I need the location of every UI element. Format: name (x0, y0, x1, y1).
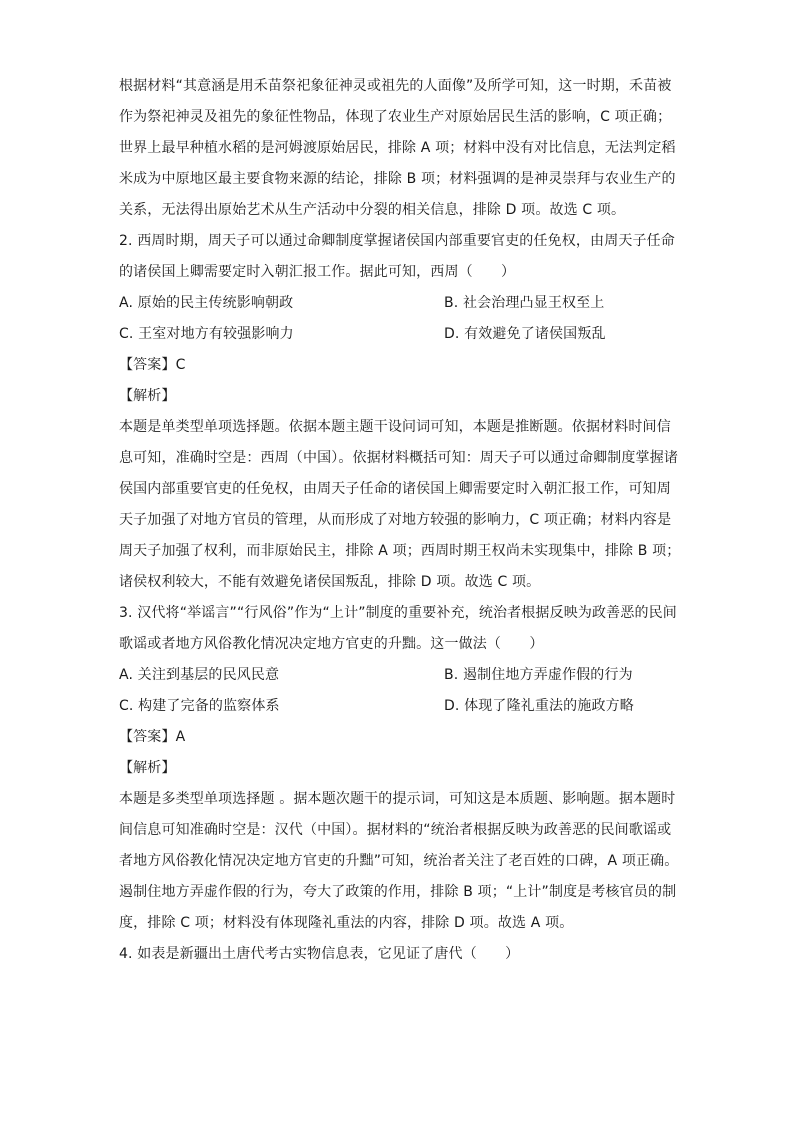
q2-analysis-label: 【解析】 (119, 388, 176, 404)
q3-option-a: A. 关注到基层的民风民意 (119, 667, 280, 683)
question-2-stem: 的诸侯国上卿需要定时入朝汇报工作。据此可知，西周（ ） (119, 264, 516, 280)
question-4-stem: 4. 如表是新疆出土唐代考古实物信息表，它见证了唐代（ ） (119, 946, 520, 962)
q2-option-c: C. 王室对地方有较强影响力 (119, 326, 294, 342)
q3-option-d: D. 体现了隆礼重法的施政方略 (444, 698, 634, 714)
q3-analysis-line: 本题是多类型单项选择题 。据本题次题干的提示词，可知这是本质题、影响题。据本题时 (119, 791, 676, 807)
q3-analysis-label: 【解析】 (119, 760, 176, 776)
analysis-line: 世界上最早种植水稻的是河姆渡原始居民，排除 A 项；材料中没有对比信息，无法判定稻 (119, 140, 676, 156)
analysis-line: 米成为中原地区最主要食物来源的结论，排除 B 项；材料强调的是神灵崇拜与农业生产的 (119, 171, 676, 187)
q2-analysis-line: 诸侯权利较大，不能有效避免诸侯国叛乱，排除 D 项。故选 C 项。 (119, 574, 541, 590)
question-2-stem: 2. 西周时期，周天子可以通过命卿制度掌握诸侯国内部重要官吏的任免权，由周天子任命 (119, 233, 675, 249)
question-3-stem: 歌谣或者地方风俗教化情况决定地方官吏的升黜。这一做法（ ） (119, 636, 544, 652)
q3-analysis-line: 度，排除 C 项；材料没有体现隆礼重法的内容，排除 D 项。故选 A 项。 (119, 915, 574, 931)
q2-answer: 【答案】C (119, 357, 186, 373)
q3-analysis-line: 遏制住地方弄虚作假的行为，夸大了政策的作用，排除 B 项；“上计”制度是考核官员的制 (119, 884, 677, 900)
analysis-line: 关系，无法得出原始艺术从生产活动中分裂的相关信息，排除 D 项。故选 C 项。 (119, 202, 626, 218)
q3-analysis-line: 间信息可知准确时空是：汉代（中国）。据材料的“统治者根据反映为政善恶的民间歌谣或 (119, 822, 672, 838)
q2-analysis-line: 息可知，准确时空是：西周（中国）。依据材料概括可知：周天子可以通过命卿制度掌握诸 (119, 450, 678, 466)
q2-analysis-line: 天子加强了对地方官员的管理，从而形成了对地方较强的影响力，C 项正确；材料内容是 (119, 512, 672, 528)
question-3-stem: 3. 汉代将“举谣言”“行风俗”作为“上计”制度的重要补充，统治者根据反映为政善恶的民间 (119, 605, 677, 621)
q2-option-b: B. 社会治理凸显王权至上 (444, 295, 605, 311)
q3-analysis-line: 者地方风俗教化情况决定地方官吏的升黜”可知，统治者关注了老百姓的口碑，A 项正确。 (119, 853, 679, 869)
analysis-line: 作为祭祀神灵及祖先的象征性物品，体现了农业生产对原始居民生活的影响，C 项正确； (119, 109, 672, 125)
analysis-line: 根据材料“其意涵是用禾苗祭祀象征神灵或祖先的人面像”及所学可知，这一时期，禾苗被 (119, 78, 672, 94)
q3-answer: 【答案】A (119, 729, 186, 745)
q2-option-d: D. 有效避免了诸侯国叛乱 (444, 326, 606, 342)
q2-analysis-line: 侯国内部重要官吏的任免权，由周天子任命的诸侯国上卿需要定时入朝汇报工作，可知周 (119, 481, 671, 497)
q3-option-b: B. 遏制住地方弄虚作假的行为 (444, 667, 633, 683)
q2-analysis-line: 本题是单类型单项选择题。依据本题主题干设问词可知，本题是推断题。依据材料时间信 (119, 419, 671, 435)
q2-option-a: A. 原始的民主传统影响朝政 (119, 295, 294, 311)
q3-option-c: C. 构建了完备的监察体系 (119, 698, 280, 714)
q2-analysis-line: 周天子加强了权利，而非原始民主，排除 A 项；西周时期王权尚未实现集中，排除 B 项； (119, 543, 681, 559)
